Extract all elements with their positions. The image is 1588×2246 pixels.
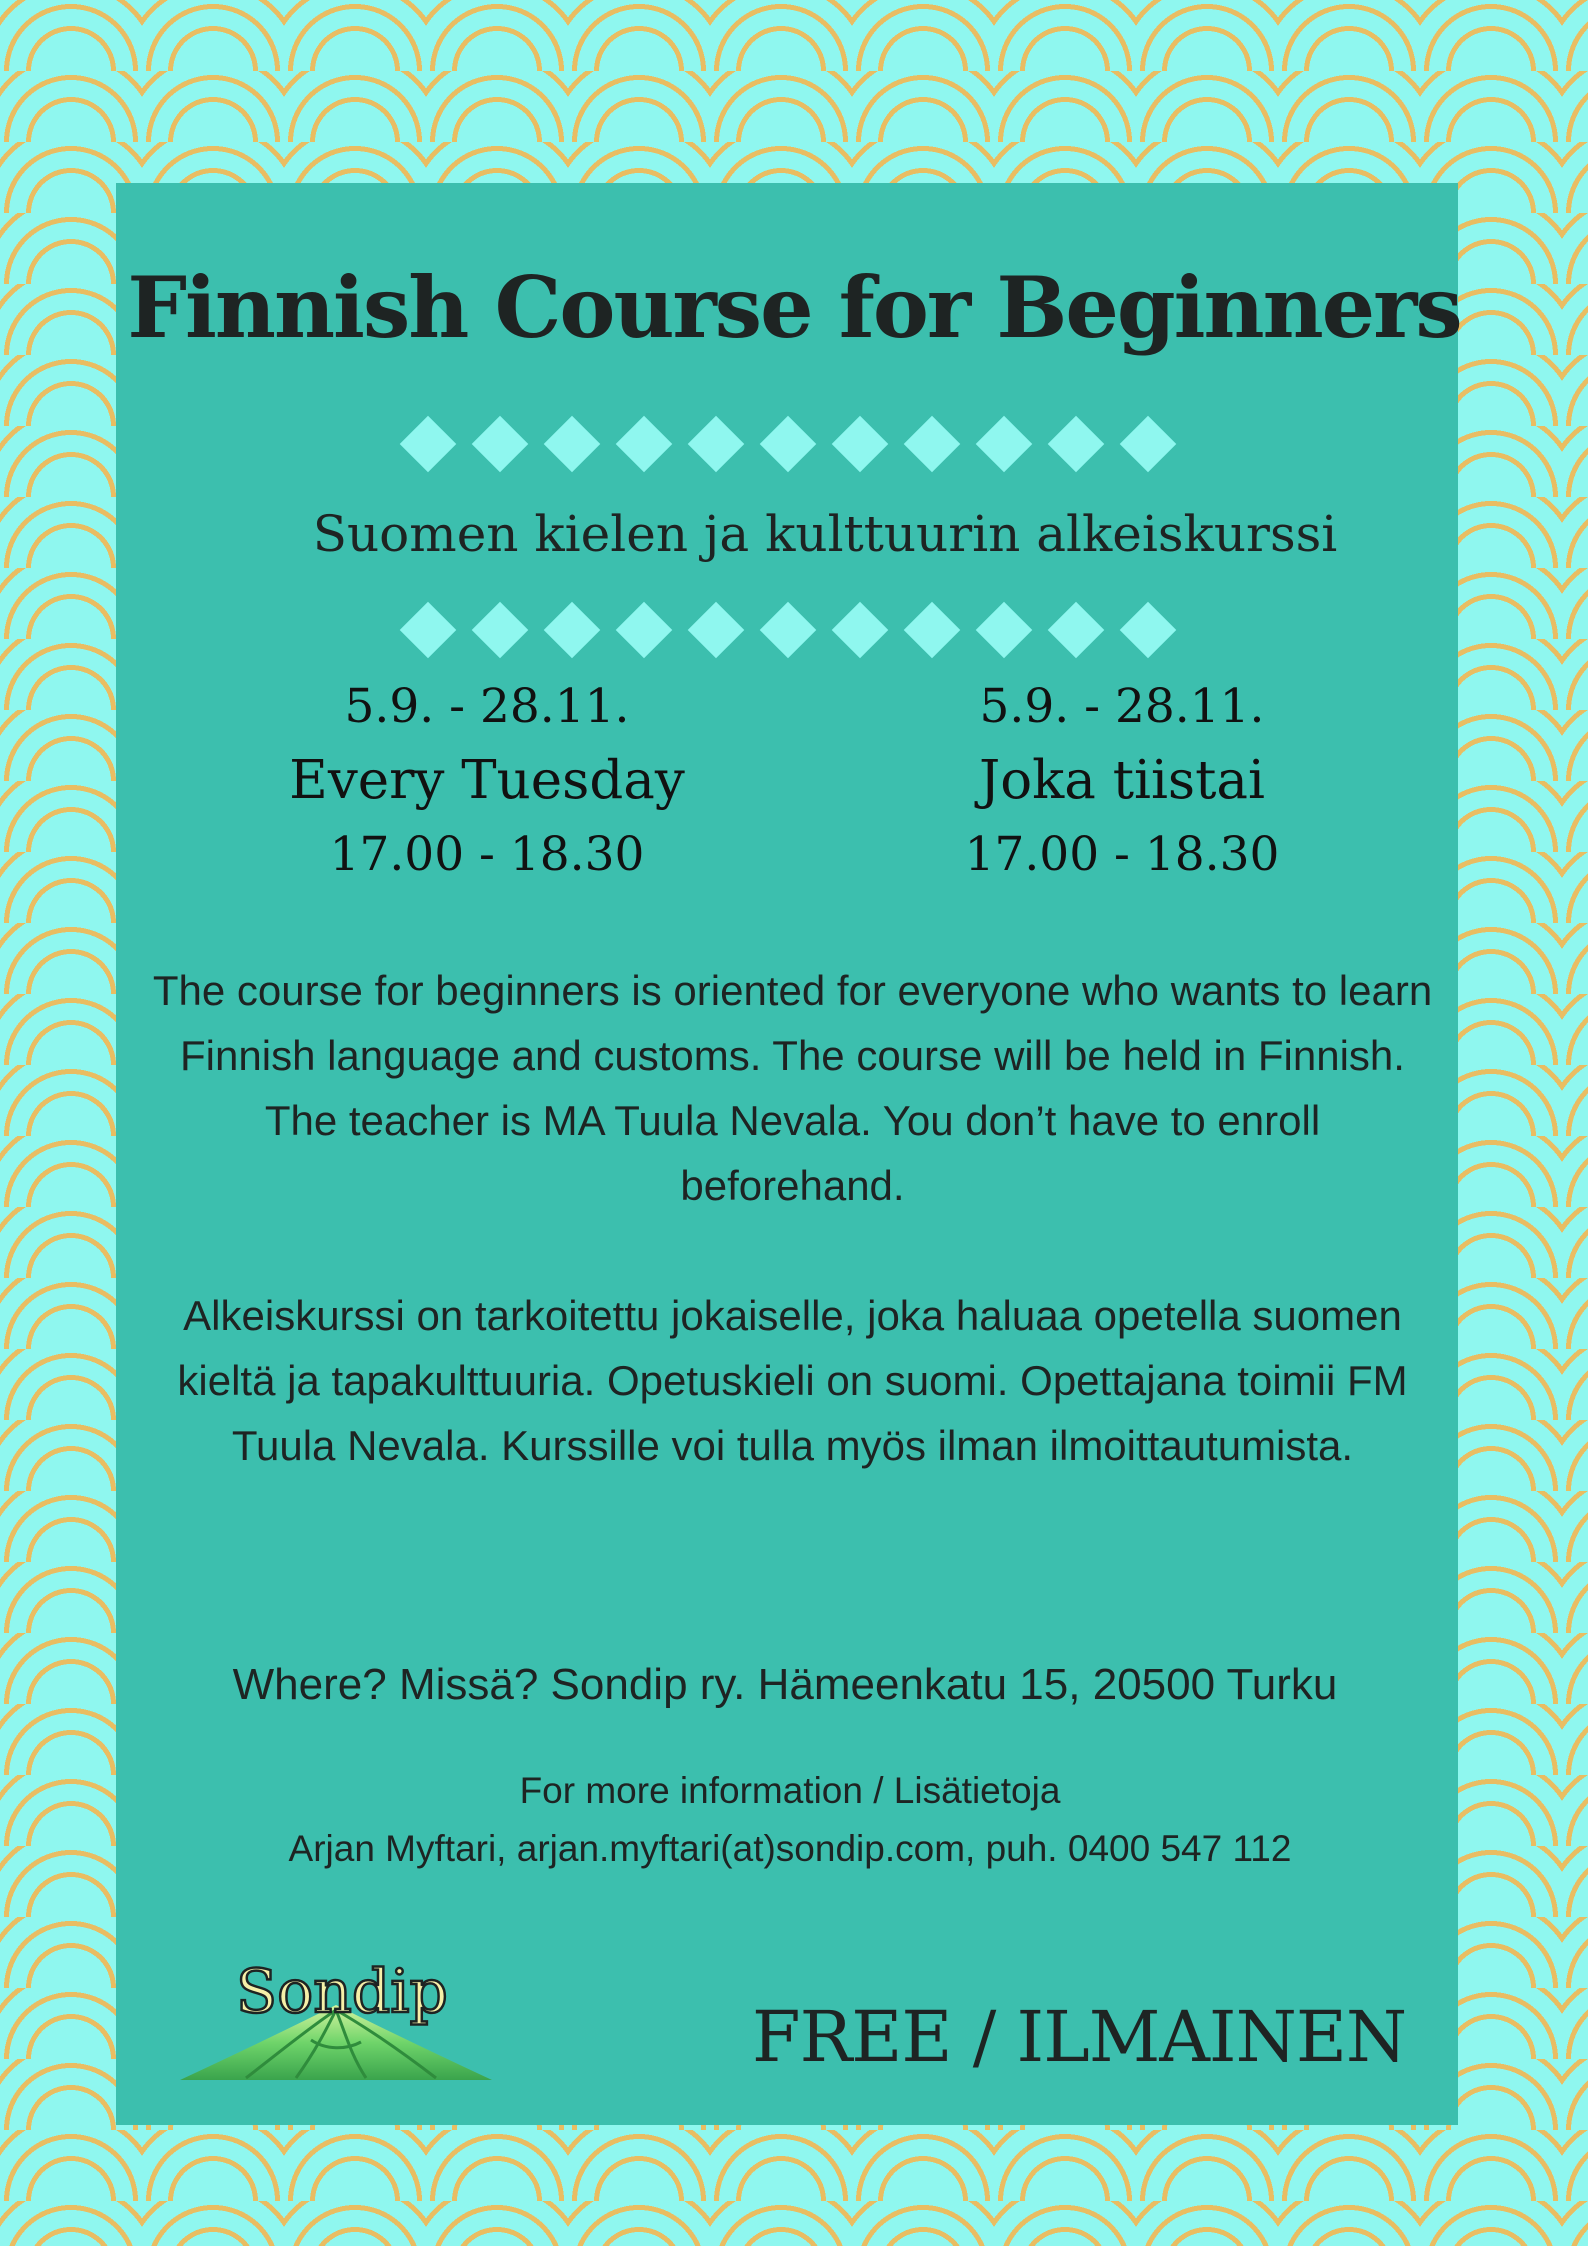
- diamond-divider-bottom: [398, 598, 1198, 660]
- schedule-time: 17.00 - 18.30: [329, 827, 645, 882]
- diamond-icon: [688, 416, 745, 473]
- price-label: FREE / ILMAINEN: [752, 1996, 1407, 2078]
- diamond-icon: [472, 416, 529, 473]
- description-finnish: Alkeiskurssi on tarkoitettu jokaiselle, joka haluaa opetella suomen kieltä ja tapakulttuuria. Opetuskieli on suomi. Opettajana toimii FM Tuula Nevala. Kurssille voi tulla myös ilman ilmoittautumista.: [177, 1292, 1408, 1469]
- schedule-dates: 5.9. - 28.11.: [344, 679, 630, 734]
- diamond-divider-top: [398, 412, 1198, 474]
- diamond-icon: [544, 602, 601, 659]
- schedule-day: Every Tuesday: [289, 750, 685, 811]
- info-heading: For more information / Lisätietoja: [519, 1770, 1061, 1811]
- schedule-finnish: [862, 670, 1382, 892]
- contact-details: Arjan Myftari, arjan.myftari(at)sondip.com, puh. 0400 547 112: [288, 1828, 1292, 1869]
- diamond-icon: [616, 416, 673, 473]
- location-text: Where? Missä? Sondip ry. Hämeenkatu 15, 20500 Turku: [232, 1660, 1338, 1709]
- diamond-icon: [544, 416, 601, 473]
- diamond-icon: [1048, 416, 1105, 473]
- schedule-time: 17.00 - 18.30: [964, 827, 1280, 882]
- diamond-icon: [1048, 602, 1105, 659]
- sondip-logo: [176, 1930, 496, 2085]
- diamond-icon: [616, 602, 673, 659]
- diamond-icon: [1120, 602, 1177, 659]
- diamond-icon: [904, 602, 961, 659]
- schedule-day: Joka tiistai: [979, 750, 1265, 811]
- diamond-icon: [400, 416, 457, 473]
- diamond-icon: [760, 416, 817, 473]
- poster-title: Finnish Course for Beginners: [127, 258, 1461, 357]
- diamond-icon: [976, 602, 1033, 659]
- diamond-icon: [400, 602, 457, 659]
- contact-info: [0, 1762, 1580, 1878]
- poster-subtitle: Suomen kielen ja kulttuurin alkeiskurssi: [312, 505, 1338, 563]
- diamond-icon: [472, 602, 529, 659]
- schedule-dates: 5.9. - 28.11.: [979, 679, 1265, 734]
- description-english: The course for beginners is oriented for everyone who wants to learn Finnish language and customs. The course will be held in Finnish. The teacher is MA Tuula Nevala. You don’t have to enroll beforehand.: [152, 967, 1433, 1209]
- diamond-icon: [688, 602, 745, 659]
- schedule-english: [227, 670, 747, 892]
- diamond-icon: [760, 602, 817, 659]
- diamond-icon: [832, 416, 889, 473]
- diamond-icon: [832, 602, 889, 659]
- diamond-icon: [904, 416, 961, 473]
- logo-wordmark: Sondip: [236, 1957, 448, 2027]
- diamond-icon: [976, 416, 1033, 473]
- diamond-icon: [1120, 416, 1177, 473]
